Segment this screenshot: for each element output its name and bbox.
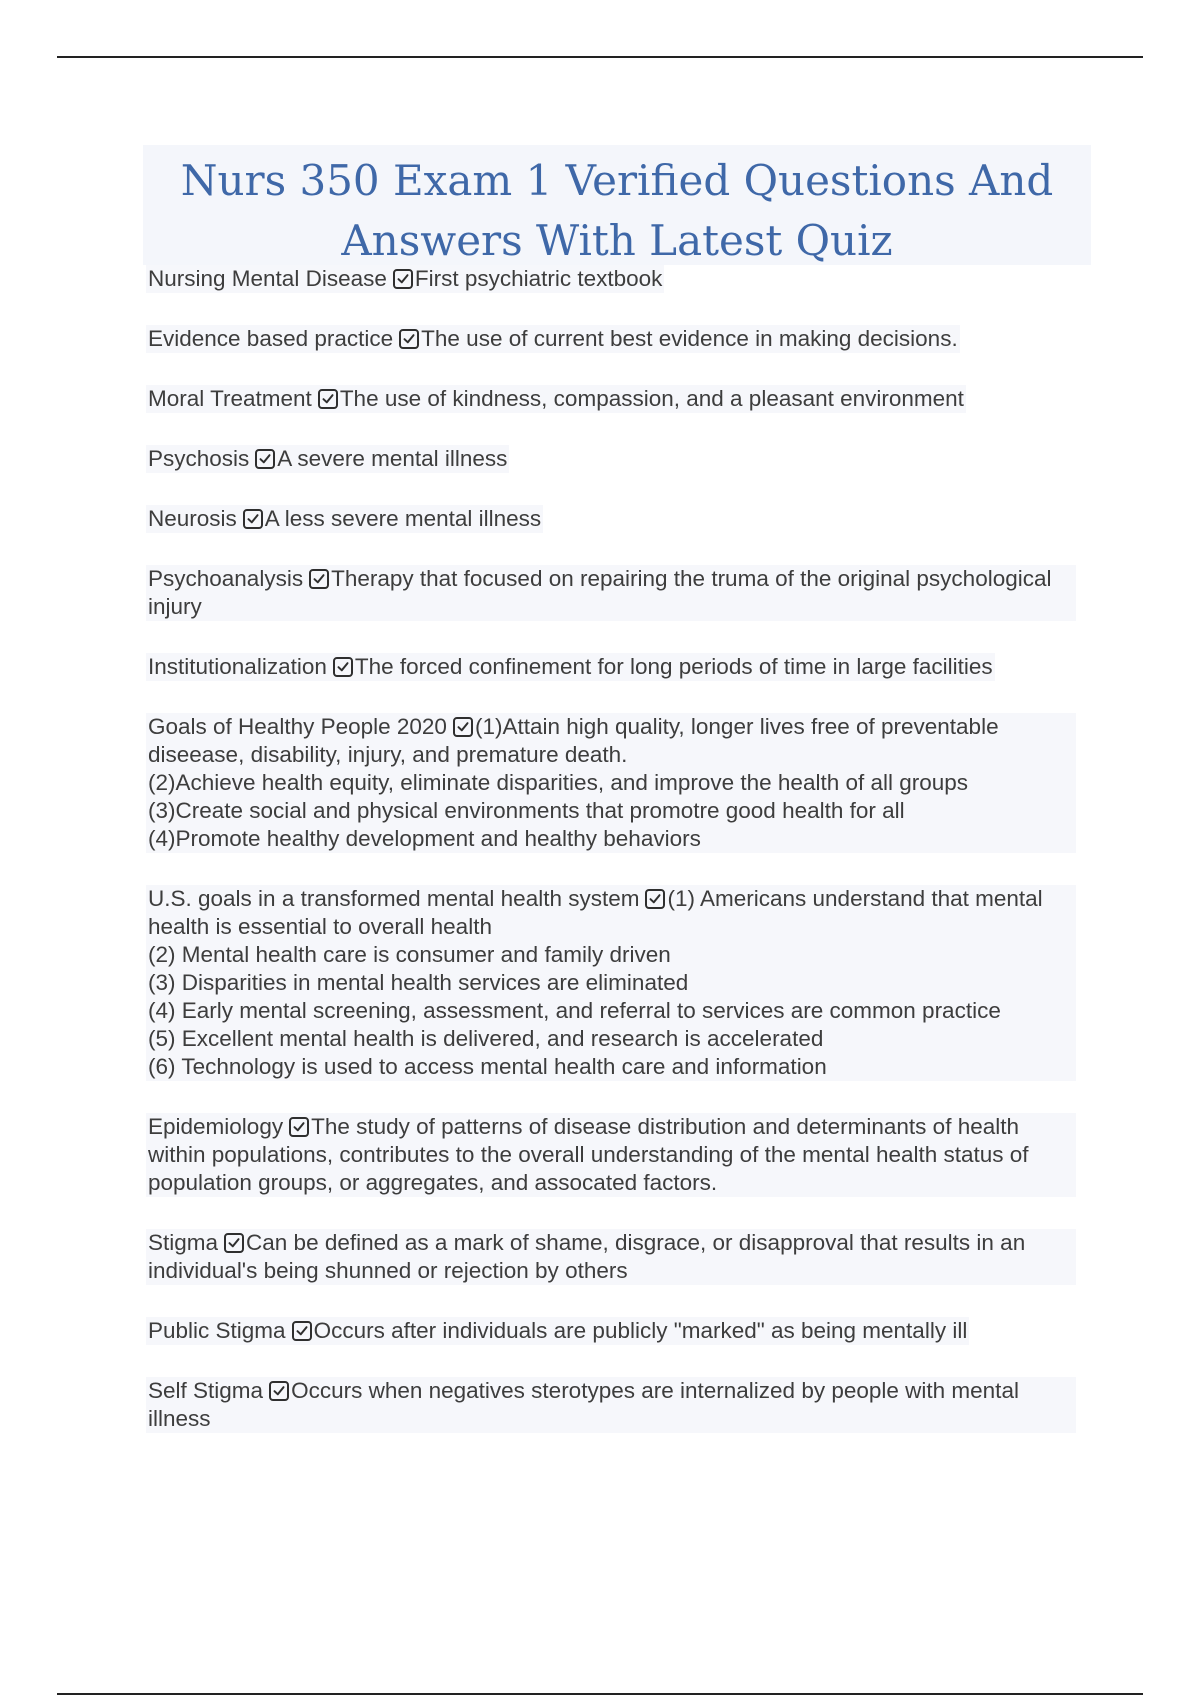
title-line-2: Answers With Latest Quiz [341, 216, 893, 265]
title-line-1: Nurs 350 Exam 1 Verified Questions And [180, 156, 1054, 205]
qa-term: Psychosis [148, 446, 250, 471]
qa-answer-line: (3) Disparities in mental health services are eliminated [148, 970, 689, 995]
qa-term: Nursing Mental Disease [148, 266, 387, 291]
checkbox-checked-icon [255, 449, 275, 469]
qa-item [146, 653, 995, 681]
qa-answer-line: (2)Achieve health equity, eliminate disparities, and improve the health of all groups [148, 770, 969, 795]
qa-answer: The use of kindness, compassion, and a pleasant environment [339, 386, 964, 411]
checkbox-checked-icon [399, 329, 419, 349]
qa-item [146, 565, 1076, 621]
qa-item [146, 505, 543, 533]
qa-term: Public Stigma [148, 1318, 286, 1343]
qa-answer: A severe mental illness [277, 446, 508, 471]
qa-list [146, 265, 1076, 1465]
qa-item [146, 885, 1076, 1081]
qa-answer-line: (2) Mental health care is consumer and family driven [148, 942, 671, 967]
qa-term: U.S. goals in a transformed mental health system [148, 886, 640, 911]
page-title [143, 145, 1091, 271]
bottom-rule [57, 1693, 1143, 1695]
qa-item [146, 1317, 969, 1345]
qa-term: Goals of Healthy People 2020 [148, 714, 447, 739]
top-rule [57, 56, 1143, 58]
checkbox-checked-icon [292, 1321, 312, 1341]
qa-answer-line: (4) Early mental screening, assessment, and referral to services are common practice [148, 998, 1001, 1023]
qa-answer-line: (4)Promote healthy development and healthy behaviors [148, 826, 701, 851]
qa-term: Moral Treatment [148, 386, 312, 411]
title-banner [143, 145, 1091, 265]
checkbox-checked-icon [453, 717, 473, 737]
qa-item [146, 265, 664, 293]
checkbox-checked-icon [269, 1381, 289, 1401]
checkbox-checked-icon [393, 269, 413, 289]
qa-answer: (1)Attain high quality, longer lives free of preventable diseease, disability, injury, and premature death. [148, 714, 999, 767]
qa-answer: The use of current best evidence in making decisions. [421, 326, 958, 351]
checkbox-checked-icon [309, 569, 329, 589]
qa-item [146, 1229, 1076, 1285]
checkbox-checked-icon [289, 1117, 309, 1137]
qa-answer: Therapy that focused on repairing the truma of the original psychological injury [148, 566, 1052, 619]
qa-item [146, 1113, 1076, 1197]
checkbox-checked-icon [224, 1233, 244, 1253]
checkbox-checked-icon [243, 509, 263, 529]
qa-answer: Occurs when negatives sterotypes are internalized by people with mental illness [148, 1378, 1019, 1431]
qa-term: Evidence based practice [148, 326, 394, 351]
checkbox-checked-icon [645, 889, 665, 909]
qa-term: Self Stigma [148, 1378, 264, 1403]
qa-term: Stigma [148, 1230, 219, 1255]
qa-answer-line: (5) Excellent mental health is delivered, and research is accelerated [148, 1026, 824, 1051]
qa-answer-line: (6) Technology is used to access mental health care and information [148, 1054, 827, 1079]
checkbox-checked-icon [333, 657, 353, 677]
qa-answer: A less severe mental illness [264, 506, 542, 531]
qa-answer: The study of patterns of disease distribution and determinants of health within populations, contributes to the overall understanding of the mental health status of population groups, or aggregates, and assocated factors. [148, 1114, 1029, 1195]
qa-term: Psychoanalysis [148, 566, 304, 591]
qa-answer: The forced confinement for long periods of time in large facilities [354, 654, 993, 679]
qa-answer: First psychiatric textbook [414, 266, 663, 291]
qa-answer-line: (3)Create social and physical environments that promotre good health for all [148, 798, 905, 823]
checkbox-checked-icon [318, 389, 338, 409]
qa-item [146, 445, 509, 473]
qa-item [146, 385, 966, 413]
qa-answer: (1) Americans understand that mental health is essential to overall health [148, 886, 1043, 939]
qa-term: Epidemiology [148, 1114, 284, 1139]
qa-item [146, 713, 1076, 853]
qa-term: Neurosis [148, 506, 237, 531]
qa-item [146, 1377, 1076, 1433]
qa-answer: Occurs after individuals are publicly "marked" as being mentally ill [313, 1318, 968, 1343]
qa-answer: Can be defined as a mark of shame, disgrace, or disapproval that results in an individual's being shunned or rejection by others [148, 1230, 1026, 1283]
qa-item [146, 325, 960, 353]
qa-term: Institutionalization [148, 654, 327, 679]
